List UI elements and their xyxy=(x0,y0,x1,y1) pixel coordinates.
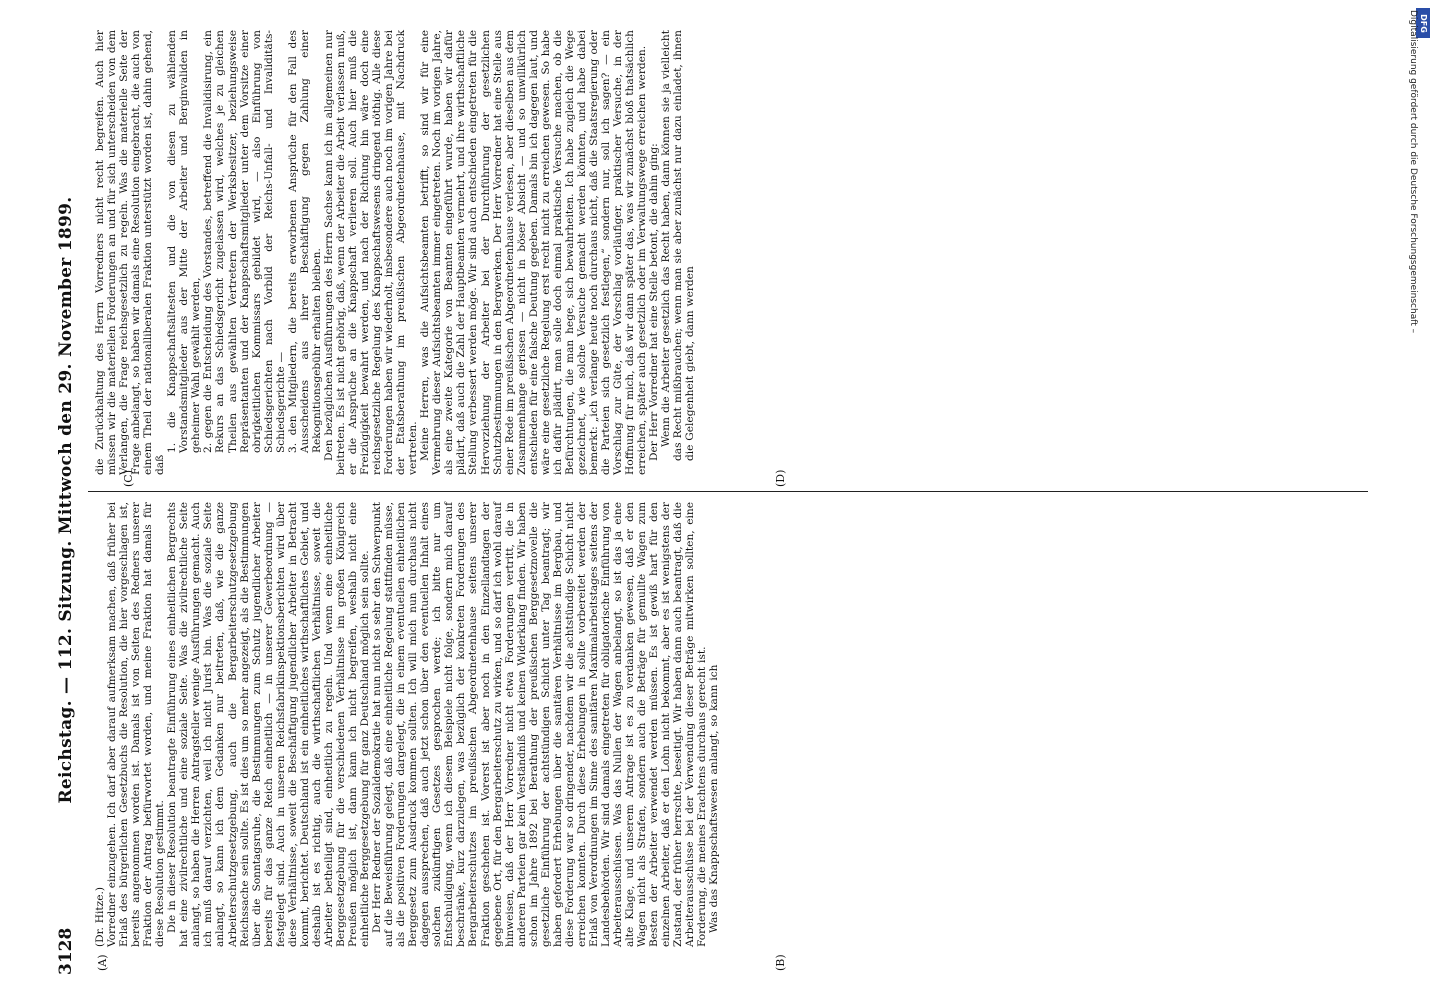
right-column xyxy=(94,30,696,475)
resolution-list xyxy=(166,30,323,475)
margin-letter-c: (C) xyxy=(122,470,135,487)
page-number: 3128 xyxy=(56,927,76,975)
left-column xyxy=(94,502,720,947)
page-title: Reichstag. — 112. Sitzung. Mittwoch den 29. November 1899. xyxy=(56,196,76,804)
paragraph: Der Herr Vorredner hat eine Stelle betont, die dahin ging: xyxy=(648,143,661,461)
dfg-logo-text: DFG xyxy=(1418,13,1428,33)
digitization-note: Digitalisierung gefördert durch die Deutsche Forschungsgemeinschaft – xyxy=(1408,10,1418,334)
list-item: 2. gegen die Entscheidung des Vorstandes, betreffend die Invalidisirung, ein Rekurs an das Schiedsgericht zugelassen wird, welches je zu gleichen Theilen aus gewählten Vertretern der Werksbesitzer, beziehungsweise Repräsentanten und der Knappschaftsmitglieder unter dem Vorsitze einer obrigkeitlichen Kommissars gebildet wird, — also Einführung von Schiedsgerichten nach Vorbild der Reichs-Unfall- und Invaliditäts-Schiedsgerichte — xyxy=(202,30,287,453)
margin-letter-b: (B) xyxy=(774,954,787,971)
page-header xyxy=(52,25,82,975)
paragraph: die Zurückhaltung des Herrn Vorredners nicht recht begreifen. Auch hier müssen wir die materiellen Forderungen an und für sich unterscheiden von dem Verlangen, die Frage reichsgesetzlich zu regeln. Was die materielle Seite der Frage anbelangt, so haben wir damals eine Resolution eingebracht, die auch von einem Theil der nationalliberalen Fraktion unterstützt worden ist, dahin gehend, daß xyxy=(94,30,167,475)
paragraph: Die in dieser Resolution beantragte Einführung eines einheitlichen Bergrechts hat eine zivilrechtliche und eine soziale Seite. Was die zivilrechtliche Seite anlangt, so haben die Herren Antragsteller wenige Ausführungen gemacht. Auch ich muß darauf verzichten, weil ich nicht Jurist bin. Was die soziale Seite anlangt, so kann ich dem Gedanken nur beitreten, daß, wie die ganze Arbeiterschutzgesetzgebung, auch die Bergarbeiterschutzgesetzgebung Reichssache sein sollte. Es ist dies um so mehr angezeigt, als die Bestimmungen über die Sonntagsruhe, die Bestimmungen zum Schutz jugendlicher Arbeiter bereits für das ganze Reich einheitlich — in unserer Gewerbeordnung — festgelegt sind. Auch in unseren Reichsfabrikinspektionsberichten wird über diese Verhältnisse, soweit die Beschäftigung jugendlicher Arbeiter in Betracht kommt, berichtet. Deutschland ist ein einheitliches wirthschaftliches Gebiet, und deshalb ist es richtig, auch die wirthschaftlichen Verhältnisse, soweit die Arbeiter betheiligt sind, einheitlich zu regeln. Und wenn eine einheitliche Berggesetzgebung für die verschiedenen Verhältnisse im großen Königreich Preußen möglich ist, dann kann ich nicht begreifen, weshalb nicht eine einheitliche Berggesetzgebung für ganz Deutschland möglich sein sollte. xyxy=(166,502,372,947)
paragraph: Der Herr Redner der Sozialdemokratie hat nun nicht so sehr den Schwerpunkt auf die Beweisführung gelegt, daß eine einheitliche Regelung stattfinden müsse, als die positiven Forderungen dargelegt, die in einem eventuellen einheitlichen Berggesetz zum Ausdruck kommen sollten. Ich will mich nun durchaus nicht dagegen aussprechen, daß auch jetzt schon über den eventuellen Inhalt eines solchen zukünftigen Gesetzes gesprochen werde; ich bitte nur um Entschuldigung, wenn ich diesem Beispiele nicht folge, sondern mich darauf beschränke, kurz darzulegen, was bezüglich der konkreten Forderungen des Bergarbeiterschutzes im preußischen Abgeordnetenhause seitens unserer Fraktion geschehen ist. Vorerst ist aber noch in den Einzellandtagen der gegebene Ort, für den Bergarbeiterschutz zu wirken, und so darf ich wohl darauf hinweisen, daß der Herr Vorredner nicht etwa Forderungen vertritt, die in anderen Parteien gar kein Verständniß und keinen Widerklang finden. Wir haben schon im Jahre 1892 bei Berathung der preußischen Berggesetznovelle die gesetzliche Einführung der achtstündigen Schicht unter Tag beantragt; wir haben gefordert Erhebungen über die sanitären Verhältnisse im Bergbau, und diese Forderung war so dringender, nachdem wir die achtstündige Schicht nicht erreichen konnten. Durch diese Erhebungen in sollte vorbereitet werden der Erlaß von Verordnungen im Sinne des sanitären Maximalarbeitstages seitens der Landesbehörden. Wir sind damals eingetreten für obligatorische Einführung von Arbeiterausschüssen. Was das Nullen der Wagen anbelangt, so ist das ja eine alte Klage, und unserem Antrage ist es zu verdanken gewesen, daß er den Wagen nicht als Strafen, sondern auch die Beträge für gemullte Wagen zum Besten der Arbeiter verwendet werden müssen. Es ist gewiß hart für den einzelnen Arbeiter, daß er den Lohn nicht bekommt, aber es ist wenigstens der Zustand, der früher herrschte, beseitigt. Wir haben dann auch beantragt, daß die Arbeiterausschüsse bei der Verwendung dieser Beträge mitwirken sollten, eine Forderung, die meines Erachtens durchaus gerecht ist. xyxy=(371,502,709,947)
paragraph: Den bezüglichen Ausführungen des Herrn Sachse kann ich im allgemeinen nur beitreten. Es ist nicht gehörig, daß, wenn der Arbeiter die Arbeit verlassen muß, er die Ansprüche an die Knappschaft verlieren soll. Auch hier muß die Freizügigkeit bewahrt werden, und nach der Richtung hin wäre doch eine reichsgesetzliche Regelung des Knappschaftswesens dringend nöthig. Alle diese Forderungen haben wir wiederholt, insbesondere auch noch im vorigen Jahre bei der Etatsberathung im preußischen Abgeordnetenhause, mit Nachdruck vertreten. xyxy=(322,30,420,475)
list-item: 3. den Mitgliedern, die bereits erworbenen Ansprüche für den Fall des Ausscheidens aus ihrer Beschäftigung gegen Zahlung einer Rekognitionsgebühr erhalten bleiben. xyxy=(286,30,323,453)
margin-letter-d: (D) xyxy=(774,469,787,487)
paragraph: Meine Herren, was die Aufsichtsbeamten betrifft, so sind wir für eine Vermehrung dieser Aufsichtsbeamten immer eingetreten. Noch im vorigen Jahre, als eine zweite Kategorie von Beamten eingeführt wurde, haben wir dafür plädirt, daß auch die Zahl der Hauptbeamten vermehrt, und ihre wirthschaftliche Stellung verbessert werden möge. Wir sind auch entschieden eingetreten für die Hervorziehung der Arbeiter bei der Durchführung der gesetzlichen Schutzbestimmungen in den Bergwerken. Der Herr Vorredner hat eine Stelle aus einer Rede im preußischen Abgeordnetenhause verlesen, aber dieselben aus dem Zusammenhange gerissen — nicht in böser Absicht — und so unwillkürlich entschieden für eine falsche Deutung gegeben. Damals bin ich dagegen laut, und wäre eine gesetzliche Regelung erst recht nicht zu erreichen gewesen. So habe ich dafür plädirt, man solle doch einmal praktische Versuche machen, ob die Befürchtungen, die man hege, sich bewahrheiten. Ich habe zugleich die Wege gezeichnet, wie solche Versuche gemacht werden könnten, und habe dabei bemerkt: „ich verlange heute noch durchaus nicht, daß die Staatsregierung oder die Parteien sich gesetzlich festlegen,“ sondern nur, soll ich sagen? — ein Vorschlag zur Güte, der Vorschlag vorläufiger, praktischer Versuche, in der Hoffnung für mich, daß wir dann später das, was wir zunächst bloß thatsächlich erreichen, später auch gesetzlich oder im Verwaltungswege erreichen werden. xyxy=(419,30,649,475)
speaker-label: (Dr. Hitze.) xyxy=(94,887,106,947)
dfg-logo xyxy=(1416,8,1430,38)
document-page xyxy=(52,25,1382,975)
paragraph: Was das Knappschaftswesen anlangt, so kann ich xyxy=(708,664,721,933)
list-item: 1. die Knappschaftsältesten und die von diesen zu wählenden Vorstandsmitglieder aus der Mitte der Arbeiter und Berginvaliden in geheimer Wahl gewählt werden, xyxy=(166,30,203,453)
margin-letter-a: (A) xyxy=(96,954,109,971)
column-divider xyxy=(88,491,1368,492)
quoted-paragraph: Wenn die Arbeiter gesetzlich das Recht haben, dann können sie ja vielleicht das Recht mißbrauchen; wenn man sie aber zunächst nur dazu einladet, ihnen die Gelegenheit giebt, dann werden xyxy=(660,30,697,461)
paragraph: Vorredner einzugehen. Ich darf aber darauf aufmerksam machen, daß früher bei Erlaß des bürgerlichen Gesetzbuchs die Resolution, die hier vorgeschlagen ist, bereits angenommen worden ist. Damals ist von Seiten des Redners unserer Fraktion der Antrag befürwortet worden, und meine Fraktion hat damals für diese Resolution gestimmt. xyxy=(106,502,167,947)
